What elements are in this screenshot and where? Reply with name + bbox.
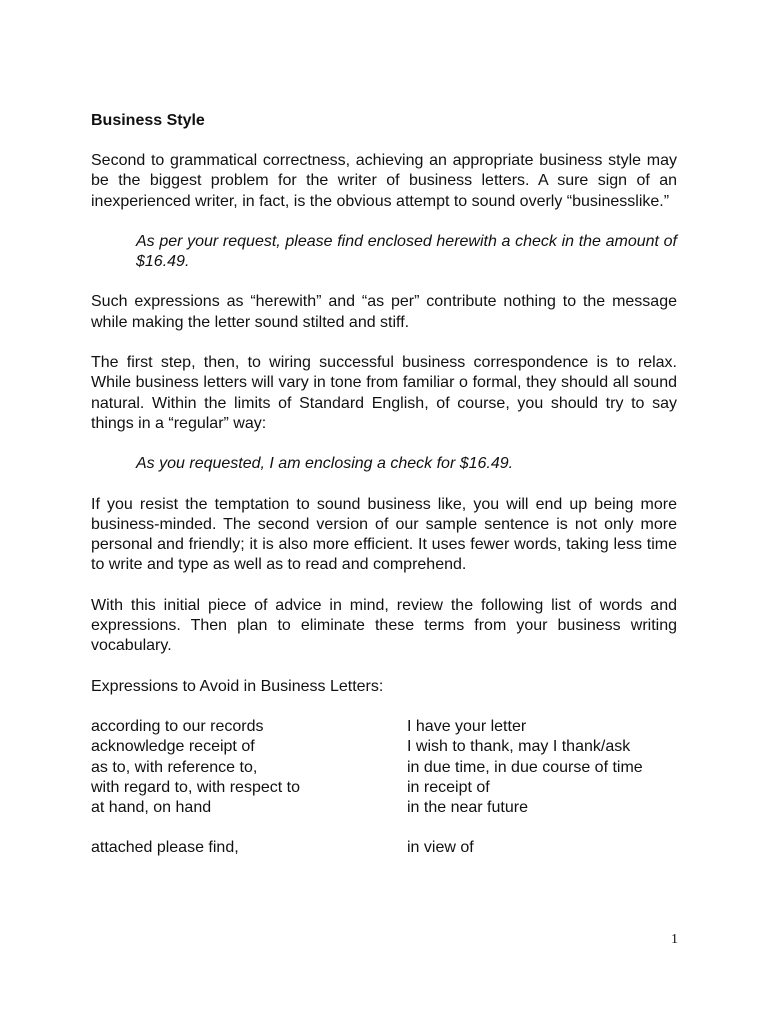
expression-row: [91, 798, 677, 818]
expression-row: [91, 717, 677, 737]
expression-row: [91, 737, 677, 757]
example-quote-formal: As per your request, please find enclosed herewith a check in the amount of $16.49.: [136, 232, 677, 271]
expression-left: attached please find,: [91, 839, 239, 857]
expression-right: I wish to thank, may I thank/ask: [407, 738, 631, 756]
paragraph-advice: With this initial piece of advice in mind, review the following list of words and expressions. Then plan to eliminate these terms from your business writing vocabulary.: [91, 596, 677, 655]
expression-left: at hand, on hand: [91, 799, 212, 817]
paragraph-intro: Second to grammatical correctness, achieving an appropriate business style may be the biggest problem for the writer of business letters. A sure sign of an inexperienced writer, in fact, is the obvious attempt to sound overly “businesslike.”: [91, 152, 677, 210]
paragraph-resist: If you resist the temptation to sound business like, you will end up being more business-minded. The second version of our sample sentence is not only more personal and friendly; it is also more efficient. It uses fewer words, taking less time to write and type as well as to read and comprehend.: [91, 495, 677, 574]
section-heading: Business Style: [91, 112, 205, 129]
expression-right: in view of: [407, 839, 474, 857]
document-page: [91, 111, 677, 879]
expression-left: as to, with reference to,: [91, 758, 258, 776]
expression-row: [91, 778, 677, 798]
expressions-list: [91, 717, 677, 818]
expression-right: in receipt of: [407, 778, 490, 796]
expression-right: in the near future: [407, 799, 528, 817]
expression-row: [91, 758, 677, 778]
expression-left: acknowledge receipt of: [91, 738, 255, 756]
expression-left: according to our records: [91, 717, 264, 735]
expression-right: I have your letter: [407, 717, 527, 735]
expressions-list-continued: [91, 838, 677, 858]
expressions-list-title: Expressions to Avoid in Business Letters:: [91, 677, 384, 695]
paragraph-expressions: Such expressions as “herewith” and “as per” contribute nothing to the message while making the letter sound stilted and stiff.: [91, 293, 677, 331]
paragraph-first-step: The first step, then, to wiring successful business correspondence is to relax. While business letters will vary in tone from familiar o formal, they should all sound natural. Within the limits of Standard English, of course, you should try to say things in a “regular” way:: [91, 354, 677, 432]
expression-row: [91, 838, 677, 858]
expression-left: with regard to, with respect to: [91, 778, 300, 796]
expression-right: in due time, in due course of time: [407, 758, 643, 776]
example-quote-natural: As you requested, I am enclosing a check for $16.49.: [136, 455, 514, 473]
page-number: 1: [671, 932, 678, 947]
